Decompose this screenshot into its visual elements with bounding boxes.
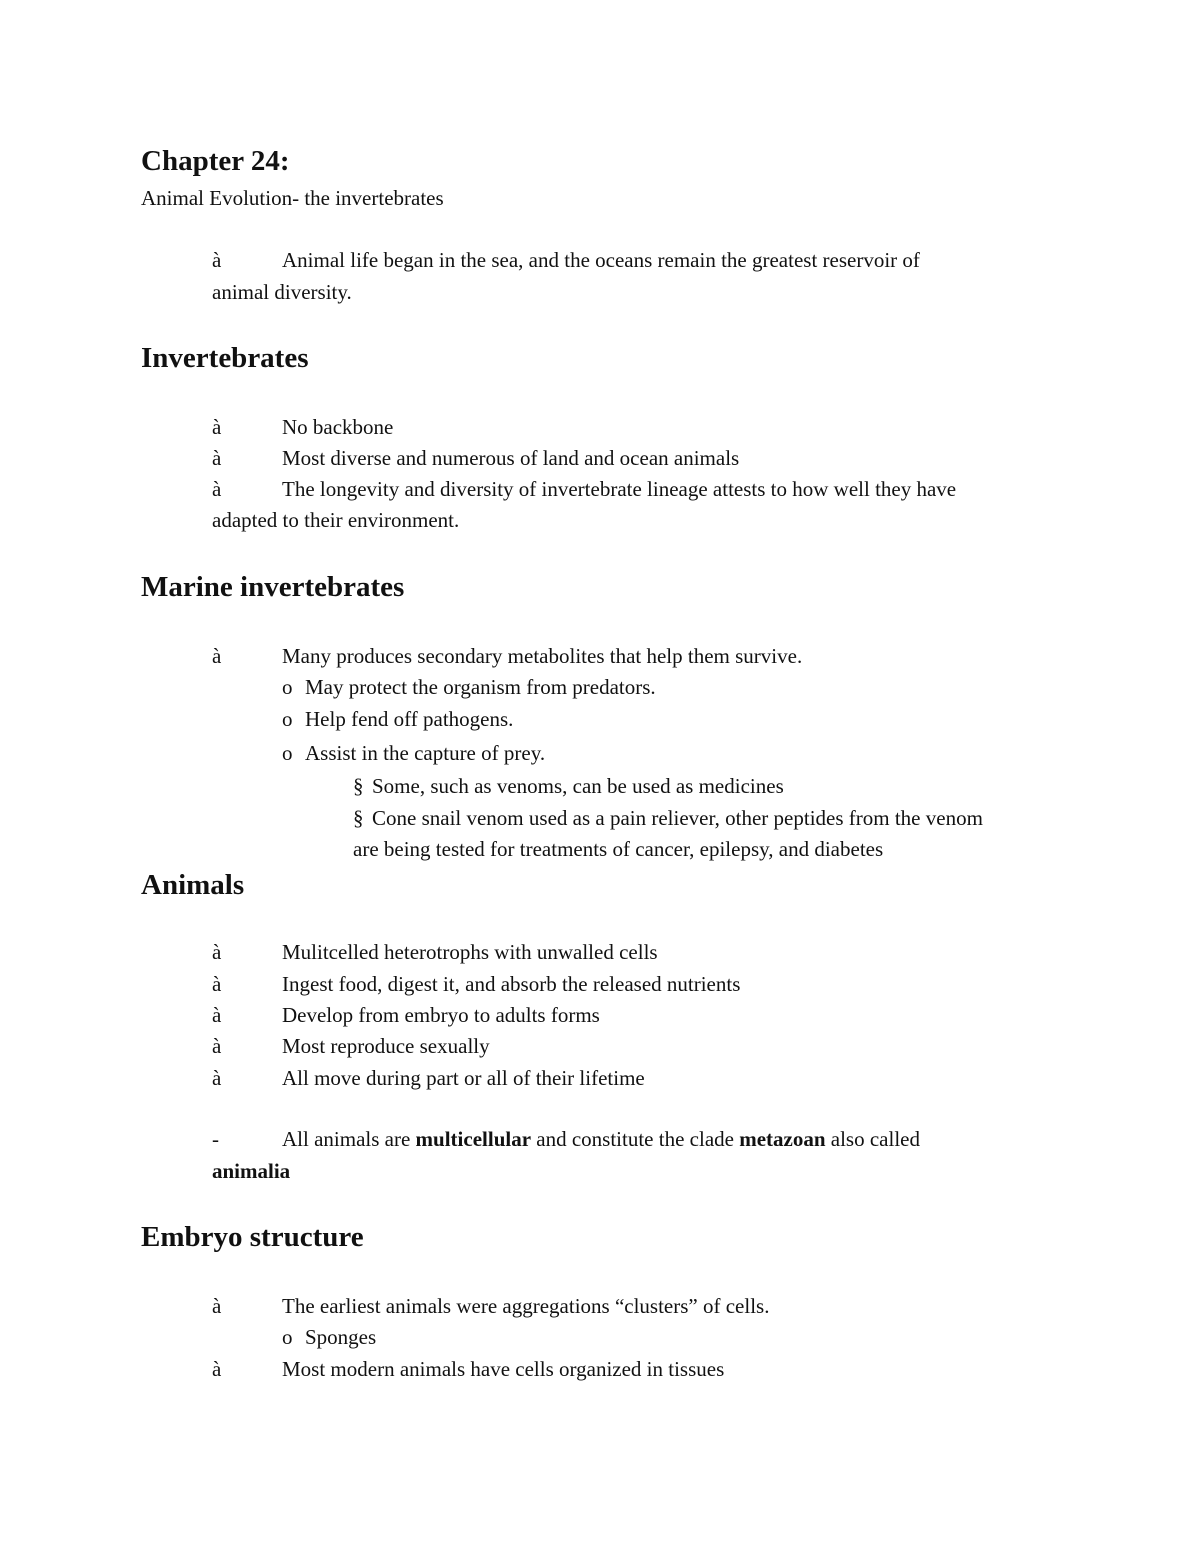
chapter-subtitle: Animal Evolution- the invertebrates (141, 186, 444, 210)
list-item: The longevity and diversity of invertebrate lineage attests to how well they have (282, 477, 957, 501)
list-item: The earliest animals were aggregations “clusters” of cells. (282, 1294, 770, 1318)
bullet-marker: à (212, 644, 222, 668)
chapter-title: Chapter 24: (141, 145, 290, 177)
dash-bold-multicellular: multicellular (415, 1127, 532, 1151)
sub-list-item: Sponges (305, 1325, 377, 1349)
bullet-marker: à (212, 1003, 222, 1027)
list-item: Mulitcelled heterotrophs with unwalled cells (282, 940, 658, 964)
list-item: All move during part or all of their lifetime (282, 1066, 645, 1090)
bullet-marker: à (212, 1294, 222, 1318)
section-heading-invertebrates: Invertebrates (141, 342, 309, 374)
subsub-bullet-marker: § (353, 806, 364, 830)
sub-bullet-marker: o (282, 675, 293, 699)
intro-line-1: Animal life began in the sea, and the oceans remain the greatest reservoir of (282, 248, 920, 272)
subsub-list-item: Some, such as venoms, can be used as medicines (372, 774, 784, 798)
list-item: Ingest food, digest it, and absorb the released nutrients (282, 972, 741, 996)
list-item: No backbone (282, 415, 394, 439)
list-item: Many produces secondary metabolites that help them survive. (282, 644, 803, 668)
bullet-marker: à (212, 415, 222, 439)
dash-text-3: also called (825, 1127, 920, 1151)
section-heading-embryo-structure: Embryo structure (141, 1221, 364, 1253)
sub-list-item: May protect the organism from predators. (305, 675, 656, 699)
section-heading-animals: Animals (141, 869, 245, 901)
sub-bullet-marker: o (282, 741, 293, 765)
bullet-marker: à (212, 446, 222, 470)
list-item: Develop from embryo to adults forms (282, 1003, 600, 1027)
dash-item (282, 1127, 920, 1151)
dash-bold-metazoan: metazoan (739, 1127, 826, 1151)
dash-marker: - (212, 1127, 219, 1151)
bullet-marker: à (212, 1066, 222, 1090)
subsub-list-item-continuation: are being tested for treatments of cancer, epilepsy, and diabetes (353, 837, 884, 861)
bullet-marker: à (212, 248, 222, 272)
intro-line-2: animal diversity. (212, 280, 352, 304)
sub-bullet-marker: o (282, 1325, 293, 1349)
list-item: Most diverse and numerous of land and ocean animals (282, 446, 740, 470)
bullet-marker: à (212, 477, 222, 501)
subsub-bullet-marker: § (353, 774, 364, 798)
bullet-marker: à (212, 1034, 222, 1058)
bullet-marker: à (212, 940, 222, 964)
dash-item-continuation (212, 1159, 290, 1183)
subsub-list-item: Cone snail venom used as a pain reliever, other peptides from the venom (372, 806, 983, 830)
sub-bullet-marker: o (282, 707, 293, 731)
dash-bold-animalia: animalia (212, 1159, 291, 1183)
list-item: Most modern animals have cells organized in tissues (282, 1357, 725, 1381)
dash-text-1: All animals are (282, 1127, 416, 1151)
sub-list-item: Assist in the capture of prey. (305, 741, 546, 765)
bullet-marker: à (212, 1357, 222, 1381)
list-item: Most reproduce sexually (282, 1034, 490, 1058)
list-item-continuation: adapted to their environment. (212, 508, 460, 532)
dash-text-2: and constitute the clade (531, 1127, 740, 1151)
sub-list-item: Help fend off pathogens. (305, 707, 514, 731)
section-heading-marine-invertebrates: Marine invertebrates (141, 571, 405, 603)
bullet-marker: à (212, 972, 222, 996)
